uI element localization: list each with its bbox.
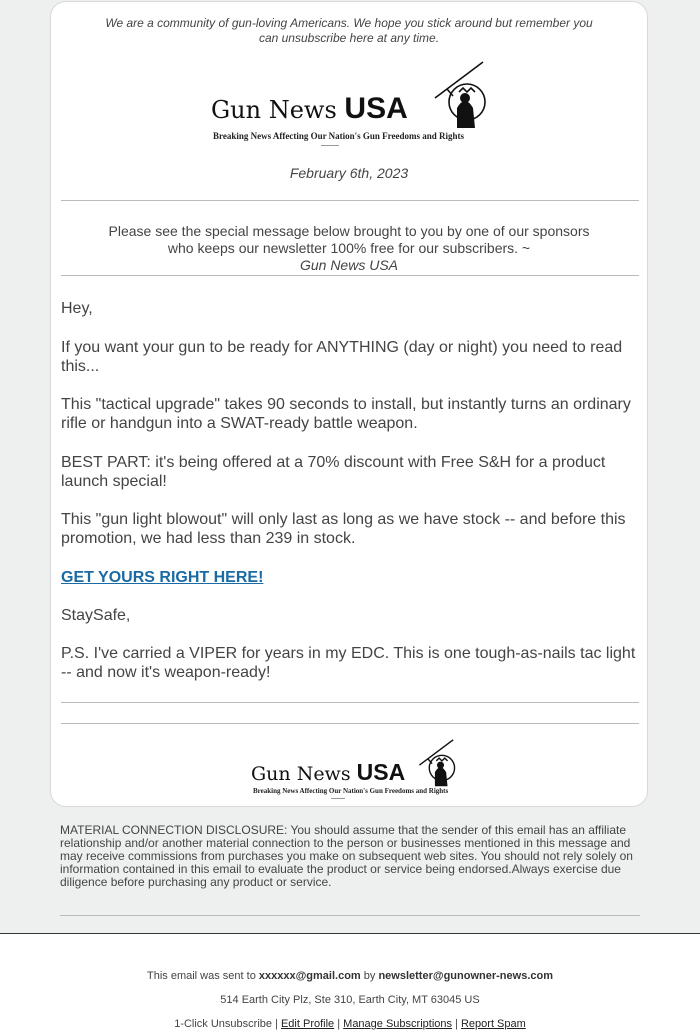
postscript: P.S. I've carried a VIPER for years in my EDC. This is one tough-as-nails tac light -- and now it's weapon-ready! (61, 645, 636, 681)
logo-underline (321, 145, 339, 146)
sponsor-signature: Gun News USA (299, 257, 399, 273)
report-spam-link[interactable]: Report Spam (460, 1018, 526, 1030)
intro-line-1: We are a community of gun-loving Americans. We hope you stick around but remember you (105, 16, 593, 30)
logo-underline (331, 798, 345, 799)
logo-title (251, 759, 405, 786)
logo-title-usa: USA (344, 92, 408, 125)
logo-title-text: Gun News (251, 763, 357, 785)
footer-logo (251, 737, 461, 801)
sender-email: newsletter@gunowner-news.com (378, 970, 553, 982)
divider (61, 200, 639, 201)
liberty-torch-icon (413, 737, 461, 789)
intro-line-2[interactable]: can unsubscribe here at any time. (258, 31, 440, 45)
liberty-torch-icon (427, 58, 493, 132)
paragraph-3: BEST PART: it's being offered at a 70% discount with Free S&H for a product launch special! (61, 454, 606, 490)
paragraph-2: This "tactical upgrade" takes 90 seconds to install, but instantly turns an ordinary rifle or handgun into a SWAT-ready battle weapon. (61, 396, 631, 432)
sent-by: by (360, 970, 379, 982)
manage-subscriptions-link[interactable]: Manage Subscriptions (343, 1018, 452, 1030)
footer-links (0, 1018, 700, 1030)
cta-paragraph (61, 568, 641, 587)
logo-tagline: Breaking News Affecting Our Nation's Gun Freedoms and Rights (253, 787, 449, 795)
logo-title-usa: USA (356, 759, 406, 785)
email-footer (0, 933, 700, 1031)
divider (61, 723, 639, 724)
logo-title-text: Gun News (211, 96, 345, 124)
divider (61, 702, 639, 703)
logo-tagline: Breaking News Affecting Our Nation's Gun Freedoms and Rights (213, 131, 465, 141)
header-logo (211, 58, 501, 148)
intro-text (51, 16, 647, 46)
newsletter-date: February 6th, 2023 (289, 165, 409, 181)
signoff: StaySafe, (61, 607, 131, 624)
separator: | (334, 1018, 344, 1030)
sent-to-line (0, 970, 700, 982)
sponsor-line-1: Please see the special message below brought to you by one of our sponsors (108, 223, 590, 239)
get-yours-link[interactable]: GET YOURS RIGHT HERE! (61, 569, 264, 586)
sponsor-line-2-text: who keeps our newsletter 100% free for our subscribers. ~ (167, 240, 531, 256)
divider (61, 275, 639, 276)
greeting: Hey, (61, 300, 93, 317)
sent-prefix: This email was sent to (147, 970, 259, 982)
sponsor-notice (51, 223, 647, 274)
divider (60, 915, 640, 916)
paragraph-4: This "gun light blowout" will only last as long as we have stock -- and before this promotion, we had less than 239 in stock. (61, 511, 626, 547)
sponsor-line-2 (51, 240, 647, 274)
material-disclosure: MATERIAL CONNECTION DISCLOSURE: You should assume that the sender of this email has an affiliate relationship and/or another material connection to the person or businesses mentioned in this message and may receive commissions from purchases you make on subsequent web sites. You should not rely solely on information contained in this email to evaluate the product or service being endorsed.Always exercise due diligence before purchasing any product or service. (60, 823, 633, 889)
one-click-unsubscribe[interactable]: 1-Click Unsubscribe | (174, 1018, 281, 1030)
edit-profile-link[interactable]: Edit Profile (280, 1018, 335, 1030)
email-card (50, 1, 648, 807)
recipient-email: xxxxxx@gmail.com (258, 970, 361, 982)
logo-title (211, 92, 408, 126)
mailing-address: 514 Earth City Plz, Ste 310, Earth City, MT 63045 US (220, 994, 480, 1006)
paragraph-1: If you want your gun to be ready for ANYTHING (day or night) you need to read this... (61, 339, 623, 375)
separator: | (452, 1018, 461, 1030)
